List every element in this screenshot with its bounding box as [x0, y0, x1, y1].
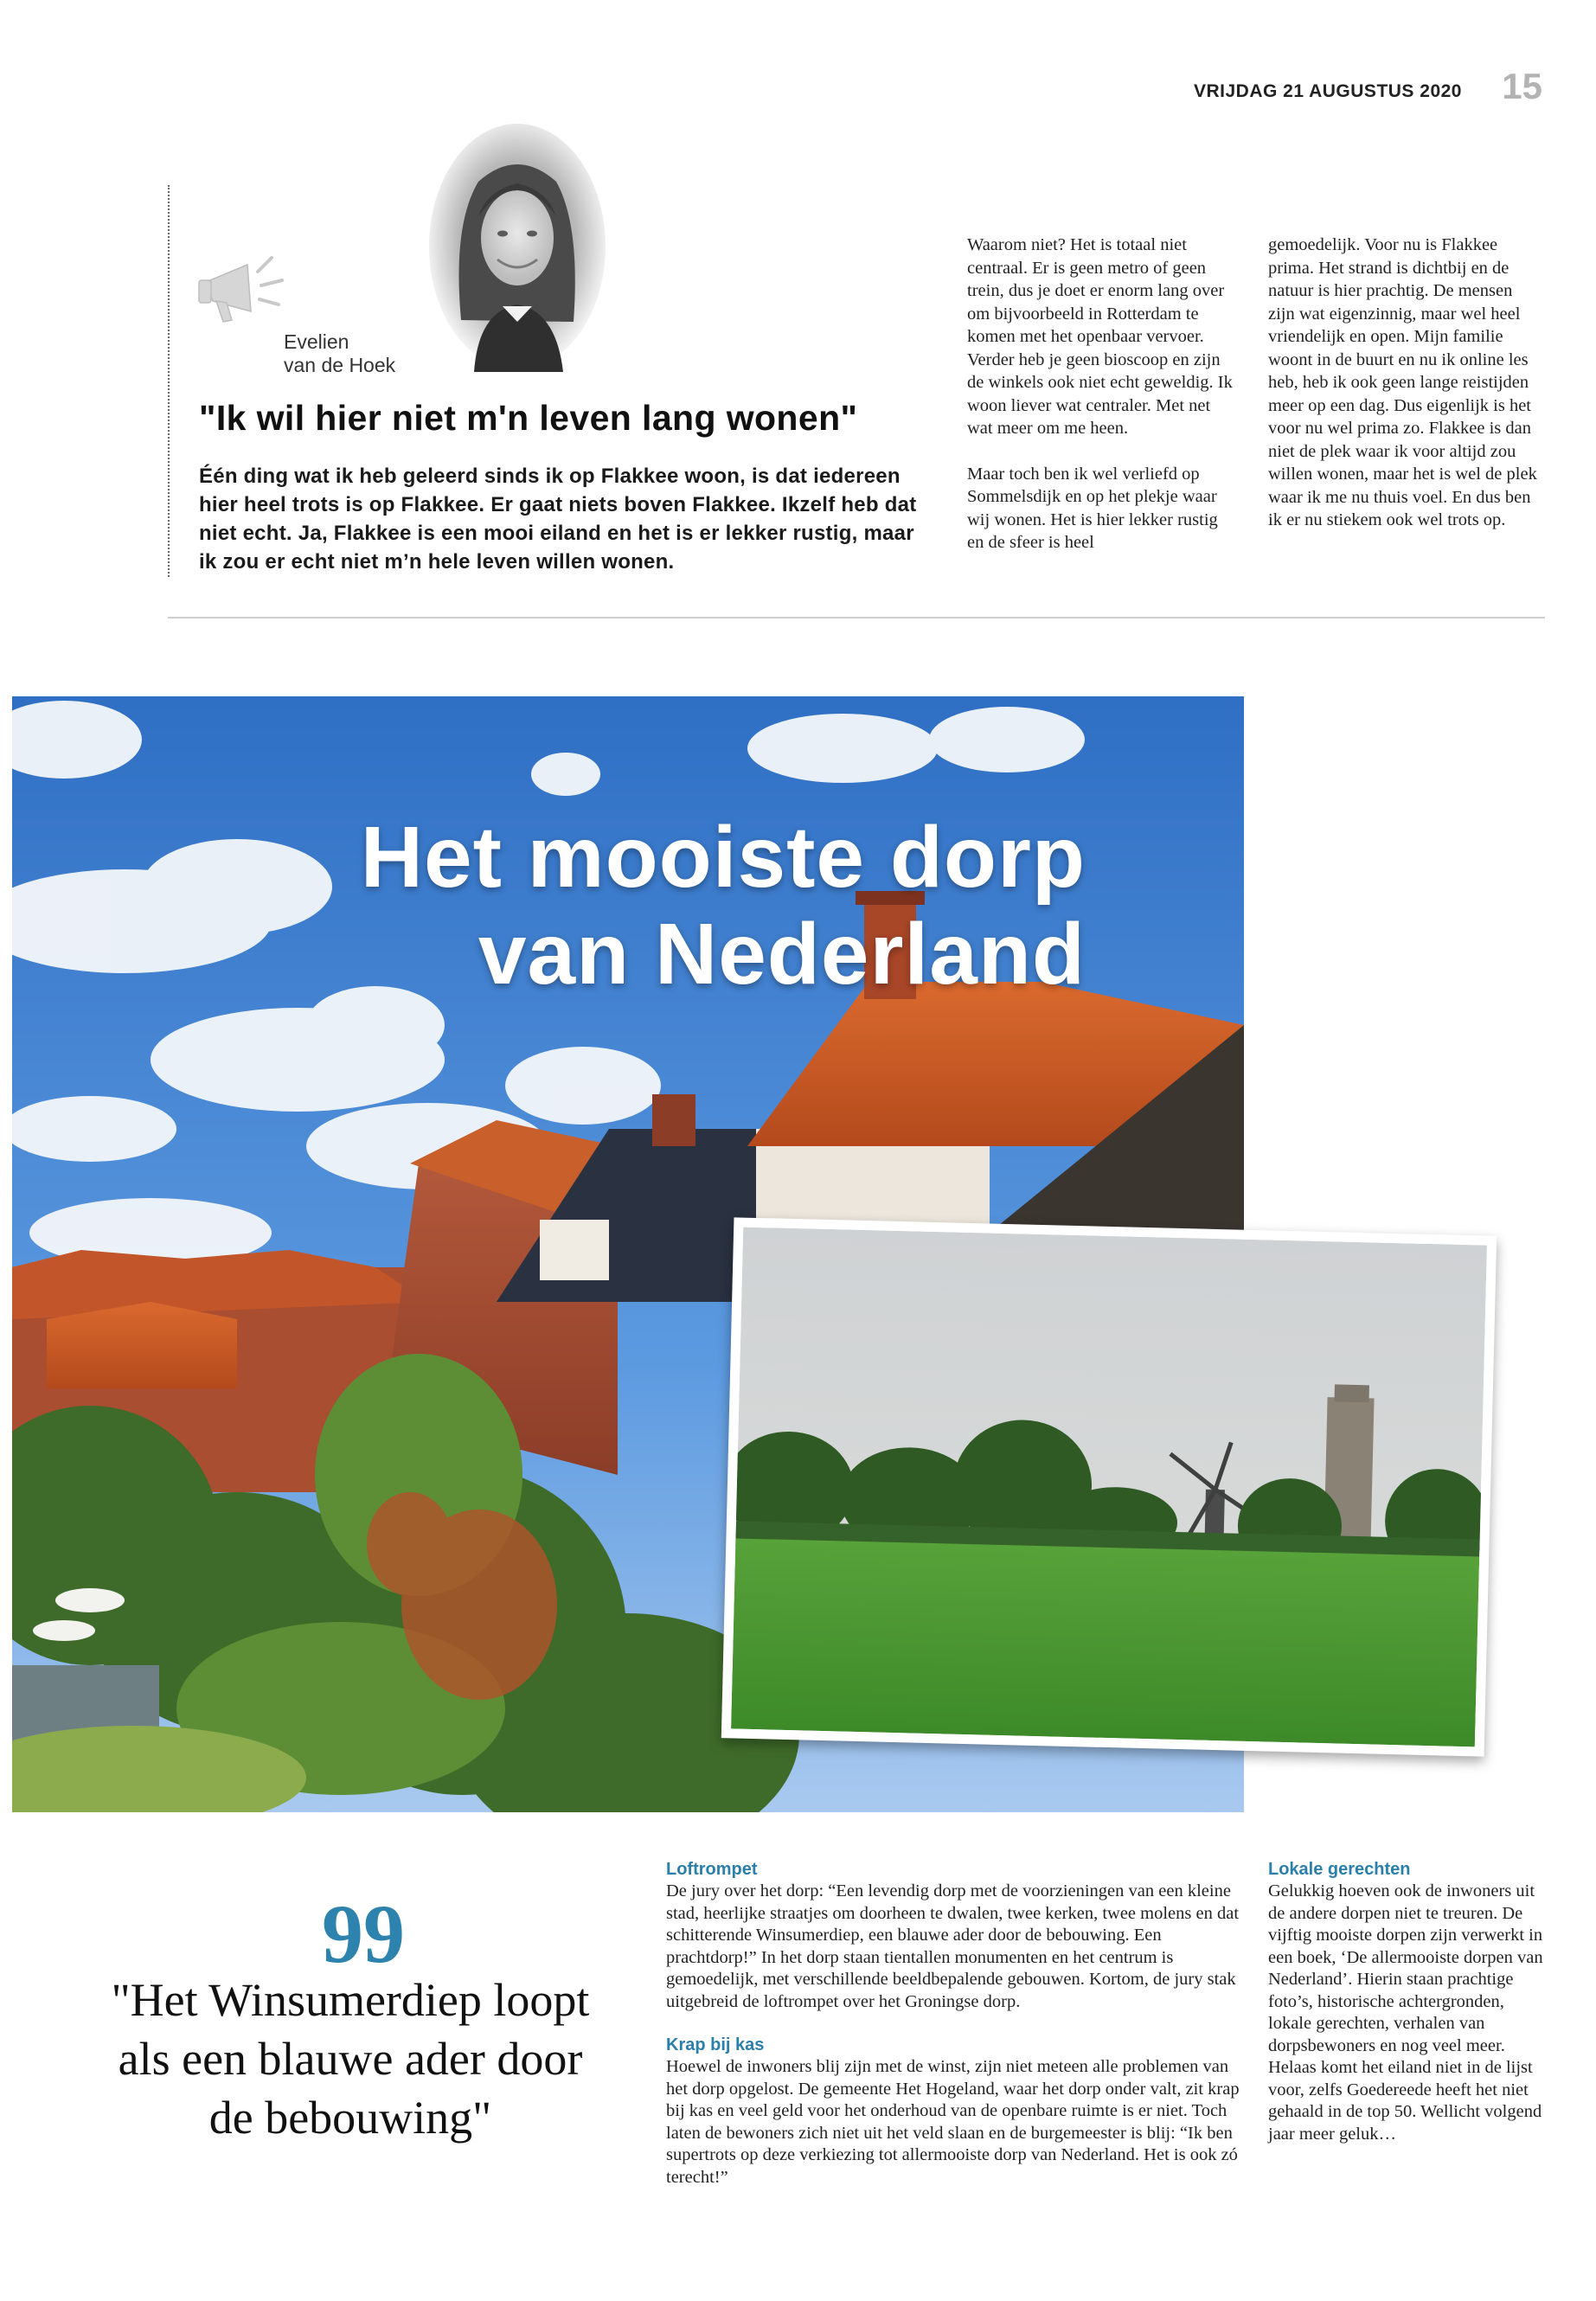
megaphone-icon — [197, 247, 299, 330]
author-portrait — [426, 121, 608, 372]
subheading: Lokale gerechten — [1268, 1860, 1411, 1879]
column-paragraph: gemoedelijk. Voor nu is Flakkee prima. Het strand is dichtbij en de natuur is hier prachtig. De mensen zijn wat eigenzinnig, maar wel heel vriendelijk en open. Mijn familie woont in de buurt en nu ik online les heb, heb ik ook geen lange reistijden meer op een dag. Dus eigenlijk is het voor nu wel prima zo. Flakkee is dan niet de plek waar ik voor altijd zou willen wonen, maar het is wel de plek waar ik me nu thuis voel. En dus ben ik er nu stiekem ook wel trots op. — [1268, 235, 1537, 529]
landscape-photo — [721, 1217, 1497, 1756]
column-paragraph: Maar toch ben ik wel verliefd op Sommelsdijk en op het plekje waar wij wonen. Het is hier lekker rustig en de sfeer is heel — [967, 464, 1218, 552]
column-text-2 — [1268, 234, 1543, 554]
page-number: 15 — [1502, 66, 1542, 106]
section-divider — [168, 617, 1545, 619]
author-first-name: Evelien — [284, 330, 349, 353]
subheading: Krap bij kas — [666, 2035, 765, 2054]
author-name — [284, 330, 395, 377]
column-intro: Één ding wat ik heb geleerd sinds ik op Flakkee woon, is dat iedereen hier heel trots is op Flakkee. Er gaat niets boven Flakkee. Ikzelf heb dat niet echt. Ja, Flakkee is een mooi eiland en het is er lekker rustig, maar ik zou er echt niet m’n hele leven willen wonen. — [199, 465, 917, 574]
article-paragraph: Hoewel de inwoners blij zijn met de winst, zijn niet meteen alle problemen van het dorp opgelost. De gemeente Het Hogeland, waar het dorp onder valt, zit krap bij kas en veel geld voor het onderhoud van de openbare ruimte is er niet. Toch laten de bewoners zich niet uit het veld slaan en de burgemeester is blij: “Ik ben supertrots op deze verkiezing tot allermooiste dorp van Nederland. Het is ook zó terecht!” — [666, 2057, 1240, 2187]
issue-date: VRIJDAG 21 AUGUSTUS 2020 — [1194, 81, 1462, 101]
feature-title-line: Het mooiste dorp — [360, 809, 1086, 906]
feature-title-line: van Nederland — [478, 906, 1086, 1003]
article-column-1 — [666, 1858, 1246, 2189]
column-divider — [168, 185, 170, 577]
feature-title — [203, 809, 1086, 1003]
author-last-name: van de Hoek — [284, 354, 396, 376]
column-headline: "Ik wil hier niet m'n leven lang wonen" — [199, 398, 858, 438]
column-text-1 — [967, 234, 1237, 577]
quote-mark-icon: 99 — [322, 1888, 405, 1980]
subheading: Loftrompet — [666, 1860, 758, 1879]
article-paragraph: De jury over het dorp: “Een levendig dorp met de voorzieningen van een kleine stad, heerlijke straatjes om doorheen te dwalen, twee kerken, twee molens en dat schitterende Winsumerdiep, een blauwe ader door de bebouwing. Een prachtdorp!” In het dorp staan tientallen monumenten en het centrum is gemoedelijk, met verschillende beeldbepalende gebouwen. Kortom, de jury stak uitgebreid de loftrompet over het Groningse dorp. — [666, 1881, 1240, 2011]
article-paragraph: Gelukkig hoeven ook de inwoners uit de andere dorpen niet te treuren. De vijftig mooiste dorpen zijn verwerkt in een boek, ‘De allermooiste dorpen van Nederland’. Hierin staan prachtige foto’s, historische achtergronden, lokale gerechten, verhalen van dorpsbewoners en nog veel meer. Helaas komt het eiland niet in de lijst voor, zelfs Goedereede heeft het niet gehaald in de top 50. Wellicht volgend jaar meer geluk… — [1268, 1881, 1543, 2144]
article-column-2 — [1268, 1858, 1543, 2145]
column-paragraph: Waarom niet? Het is totaal niet centraal. Er is geen metro of geen trein, dus je doet er enorm lang over om bijvoorbeeld in Rotterdam te komen met het openbaar vervoer. Verder heb je geen bioscoop en zijn de winkels ook niet echt geweldig. Ik woon liever wat centraler. Met net wat meer om me heen. — [967, 235, 1233, 438]
pull-quote: "Het Winsumerdiep loopt als een blauwe ader door de bebouwing" — [111, 1974, 590, 2144]
